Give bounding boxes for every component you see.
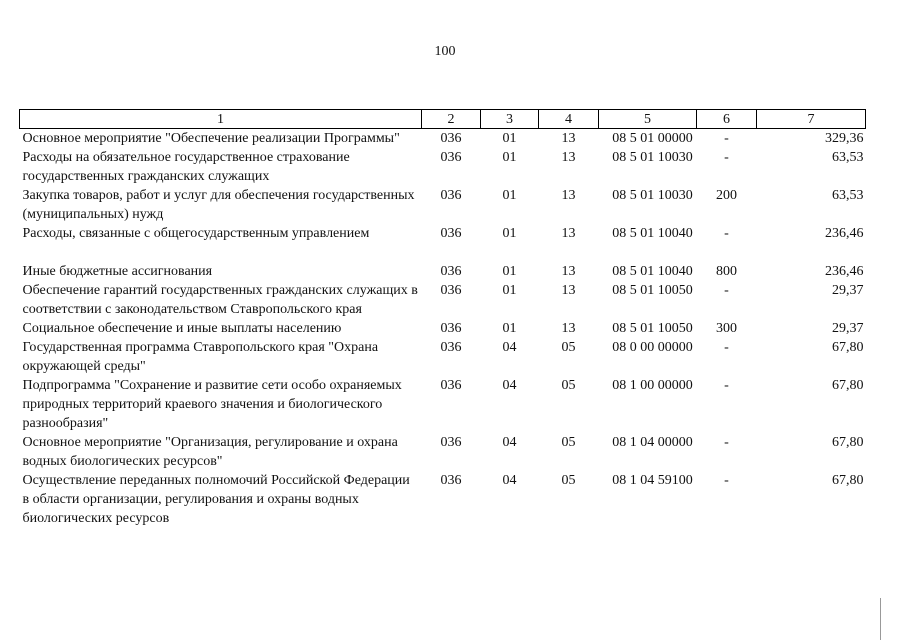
- table-row: [20, 224, 866, 262]
- row-amount: 63,53: [832, 188, 864, 203]
- row-grbs: 036: [440, 188, 462, 203]
- table-row: [20, 471, 866, 528]
- page-number: 100: [434, 44, 456, 59]
- row-csr: 08 5 01 10040: [612, 226, 693, 241]
- row-amount: 236,46: [825, 264, 864, 279]
- row-csr: 08 1 04 00000: [612, 435, 693, 450]
- row-name: Осуществление переданных полномочий Российской Федерации в области организации, регулирования и охраны водных биологических ресурсов: [22, 473, 410, 526]
- row-csr: 08 1 04 59100: [612, 473, 693, 488]
- row-vr: -: [724, 283, 729, 298]
- table-body: [20, 129, 866, 529]
- header-col-3: 3: [481, 110, 539, 129]
- row-grbs: 036: [440, 321, 462, 336]
- row-rz: 01: [502, 150, 517, 165]
- table-row: [20, 376, 866, 433]
- row-name: Подпрограмма "Сохранение и развитие сети особо охраняемых природных территорий краевого значения и биологического разнообразия": [22, 378, 402, 431]
- row-amount: 67,80: [832, 378, 864, 393]
- row-rz: 01: [502, 283, 517, 298]
- header-col-7: 7: [757, 110, 866, 129]
- row-amount: 67,80: [832, 340, 864, 355]
- header-col-2: 2: [422, 110, 481, 129]
- row-rz: 04: [502, 435, 517, 450]
- row-pr: 13: [561, 321, 576, 336]
- row-csr: 08 5 01 10030: [612, 150, 693, 165]
- row-vr: -: [724, 378, 729, 393]
- row-pr: 13: [561, 131, 576, 146]
- row-rz: 01: [502, 226, 517, 241]
- row-name: Обеспечение гарантий государственных гражданских служащих в соответствии с законодательством Ставропольского края: [22, 283, 418, 317]
- row-name: Иные бюджетные ассигнования: [22, 264, 213, 279]
- row-grbs: 036: [440, 283, 462, 298]
- row-amount: 67,80: [832, 473, 864, 488]
- row-amount: 236,46: [825, 226, 864, 241]
- table-row: [20, 148, 866, 186]
- row-vr: 200: [716, 188, 737, 203]
- table-row: [20, 338, 866, 376]
- row-csr: 08 5 01 10030: [612, 188, 693, 203]
- row-csr: 08 0 00 00000: [612, 340, 693, 355]
- header-col-1: 1: [20, 110, 422, 129]
- row-amount: 329,36: [825, 131, 864, 146]
- row-pr: 13: [561, 188, 576, 203]
- row-name: Закупка товаров, работ и услуг для обеспечения государственных (муниципальных) нужд: [22, 188, 415, 222]
- row-pr: 05: [561, 340, 576, 355]
- header-col-6: 6: [697, 110, 757, 129]
- table-row: [20, 319, 866, 338]
- row-vr: 300: [716, 321, 737, 336]
- table-header: [20, 110, 866, 129]
- row-name: Основное мероприятие "Обеспечение реализации Программы": [22, 131, 400, 146]
- table-row: [20, 281, 866, 319]
- row-amount: 29,37: [832, 283, 864, 298]
- row-rz: 01: [502, 188, 517, 203]
- row-pr: 13: [561, 283, 576, 298]
- row-rz: 04: [502, 340, 517, 355]
- row-csr: 08 5 01 10050: [612, 321, 693, 336]
- row-vr: 800: [716, 264, 737, 279]
- row-grbs: 036: [440, 340, 462, 355]
- row-grbs: 036: [440, 378, 462, 393]
- row-vr: -: [724, 340, 729, 355]
- row-name: Основное мероприятие "Организация, регулирование и охрана водных биологических ресурсов": [22, 435, 398, 469]
- row-rz: 01: [502, 131, 517, 146]
- row-grbs: 036: [440, 131, 462, 146]
- row-vr: -: [724, 473, 729, 488]
- row-csr: 08 5 01 00000: [612, 131, 693, 146]
- header-row: [20, 110, 866, 129]
- scan-edge-mark: [880, 598, 881, 640]
- row-grbs: 036: [440, 435, 462, 450]
- row-name: Расходы на обязательное государственное страхование государственных гражданских служащих: [22, 150, 350, 184]
- table-row: [20, 129, 866, 149]
- row-pr: 05: [561, 378, 576, 393]
- row-pr: 13: [561, 264, 576, 279]
- row-pr: 13: [561, 226, 576, 241]
- row-grbs: 036: [440, 473, 462, 488]
- row-amount: 29,37: [832, 321, 864, 336]
- row-vr: -: [724, 150, 729, 165]
- row-grbs: 036: [440, 150, 462, 165]
- row-pr: 13: [561, 150, 576, 165]
- table-row: [20, 433, 866, 471]
- row-vr: -: [724, 131, 729, 146]
- row-grbs: 036: [440, 226, 462, 241]
- header-col-4: 4: [539, 110, 599, 129]
- row-csr: 08 1 00 00000: [612, 378, 693, 393]
- row-rz: 01: [502, 321, 517, 336]
- row-name: Государственная программа Ставропольского края "Охрана окружающей среды": [22, 340, 379, 374]
- row-vr: -: [724, 226, 729, 241]
- row-vr: -: [724, 435, 729, 450]
- table-row: [20, 186, 866, 224]
- row-pr: 05: [561, 435, 576, 450]
- row-amount: 63,53: [832, 150, 864, 165]
- table-row: [20, 262, 866, 281]
- row-amount: 67,80: [832, 435, 864, 450]
- row-pr: 05: [561, 473, 576, 488]
- row-rz: 01: [502, 264, 517, 279]
- header-col-5: 5: [599, 110, 697, 129]
- row-name: Расходы, связанные с общегосударственным управлением: [22, 226, 370, 241]
- row-name: Социальное обеспечение и иные выплаты населению: [22, 321, 342, 336]
- row-grbs: 036: [440, 264, 462, 279]
- row-rz: 04: [502, 378, 517, 393]
- row-csr: 08 5 01 10040: [612, 264, 693, 279]
- row-csr: 08 5 01 10050: [612, 283, 693, 298]
- budget-table: [19, 109, 866, 528]
- row-rz: 04: [502, 473, 517, 488]
